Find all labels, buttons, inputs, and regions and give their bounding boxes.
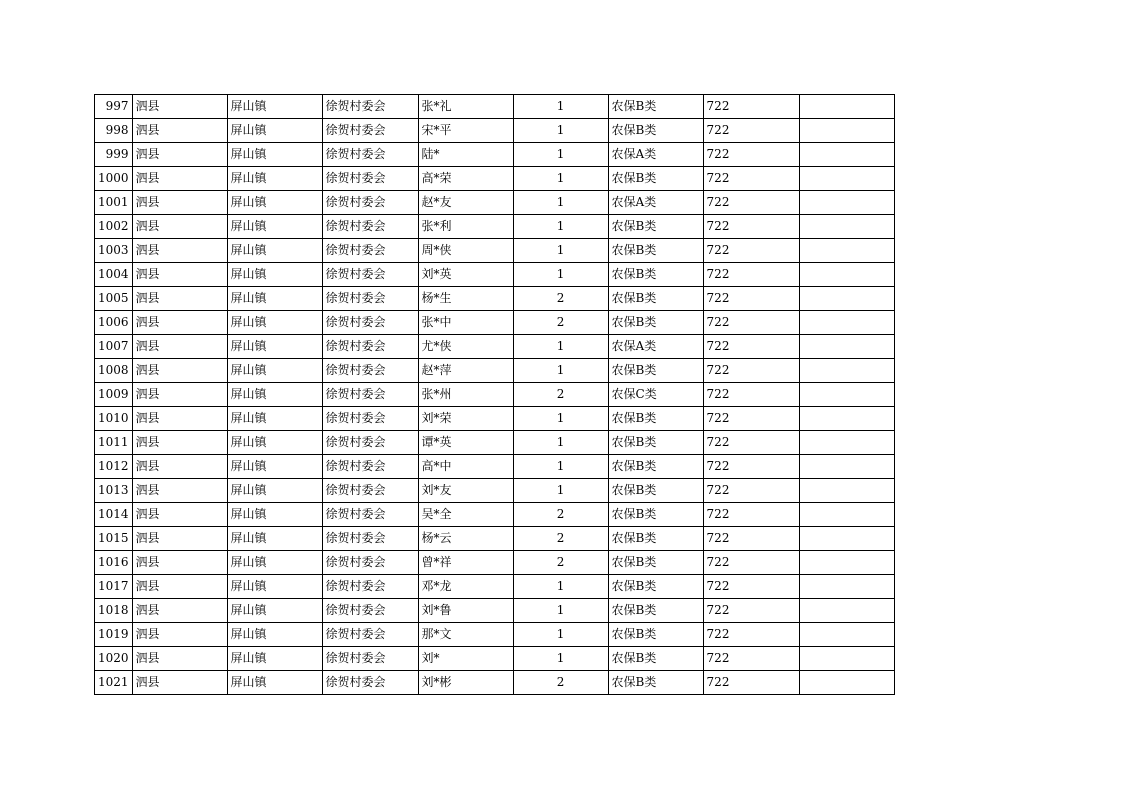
cell-town: 屏山镇 xyxy=(227,239,322,263)
cell-village: 徐贺村委会 xyxy=(322,191,418,215)
cell-amount: 722 xyxy=(703,599,799,623)
cell-note xyxy=(799,95,894,119)
cell-county: 泗县 xyxy=(132,671,227,695)
cell-serial-number: 1011 xyxy=(95,431,133,455)
cell-county: 泗县 xyxy=(132,623,227,647)
cell-person-name: 刘* xyxy=(418,647,513,671)
cell-county: 泗县 xyxy=(132,311,227,335)
cell-serial-number: 1010 xyxy=(95,407,133,431)
cell-count: 2 xyxy=(513,287,608,311)
cell-count: 1 xyxy=(513,455,608,479)
cell-amount: 722 xyxy=(703,383,799,407)
cell-note xyxy=(799,119,894,143)
cell-person-name: 赵*友 xyxy=(418,191,513,215)
cell-category: 农保B类 xyxy=(608,119,703,143)
cell-serial-number: 1018 xyxy=(95,599,133,623)
cell-county: 泗县 xyxy=(132,503,227,527)
cell-village: 徐贺村委会 xyxy=(322,263,418,287)
cell-county: 泗县 xyxy=(132,479,227,503)
cell-amount: 722 xyxy=(703,671,799,695)
table-row xyxy=(95,119,895,143)
cell-category: 农保B类 xyxy=(608,623,703,647)
cell-county: 泗县 xyxy=(132,239,227,263)
cell-category: 农保A类 xyxy=(608,143,703,167)
cell-category: 农保B类 xyxy=(608,647,703,671)
cell-county: 泗县 xyxy=(132,359,227,383)
cell-county: 泗县 xyxy=(132,575,227,599)
cell-person-name: 杨*云 xyxy=(418,527,513,551)
cell-village: 徐贺村委会 xyxy=(322,647,418,671)
cell-person-name: 高*中 xyxy=(418,455,513,479)
table-row xyxy=(95,95,895,119)
cell-note xyxy=(799,623,894,647)
table-row xyxy=(95,647,895,671)
cell-amount: 722 xyxy=(703,335,799,359)
cell-town: 屏山镇 xyxy=(227,359,322,383)
cell-note xyxy=(799,503,894,527)
cell-serial-number: 1013 xyxy=(95,479,133,503)
cell-count: 2 xyxy=(513,503,608,527)
cell-town: 屏山镇 xyxy=(227,551,322,575)
cell-person-name: 周*侠 xyxy=(418,239,513,263)
cell-serial-number: 1014 xyxy=(95,503,133,527)
cell-note xyxy=(799,527,894,551)
cell-amount: 722 xyxy=(703,359,799,383)
table-row xyxy=(95,263,895,287)
cell-person-name: 张*礼 xyxy=(418,95,513,119)
cell-count: 1 xyxy=(513,239,608,263)
cell-category: 农保B类 xyxy=(608,407,703,431)
cell-note xyxy=(799,647,894,671)
cell-category: 农保A类 xyxy=(608,335,703,359)
cell-person-name: 杨*生 xyxy=(418,287,513,311)
cell-count: 1 xyxy=(513,599,608,623)
cell-category: 农保B类 xyxy=(608,431,703,455)
cell-serial-number: 1005 xyxy=(95,287,133,311)
cell-village: 徐贺村委会 xyxy=(322,311,418,335)
table-row xyxy=(95,383,895,407)
cell-person-name: 宋*平 xyxy=(418,119,513,143)
cell-person-name: 尤*侠 xyxy=(418,335,513,359)
cell-town: 屏山镇 xyxy=(227,623,322,647)
cell-count: 1 xyxy=(513,479,608,503)
cell-serial-number: 1002 xyxy=(95,215,133,239)
cell-amount: 722 xyxy=(703,455,799,479)
cell-note xyxy=(799,455,894,479)
cell-amount: 722 xyxy=(703,311,799,335)
table-row xyxy=(95,551,895,575)
cell-serial-number: 1000 xyxy=(95,167,133,191)
cell-amount: 722 xyxy=(703,647,799,671)
cell-town: 屏山镇 xyxy=(227,263,322,287)
cell-county: 泗县 xyxy=(132,167,227,191)
cell-amount: 722 xyxy=(703,527,799,551)
cell-category: 农保B类 xyxy=(608,215,703,239)
cell-amount: 722 xyxy=(703,575,799,599)
cell-amount: 722 xyxy=(703,623,799,647)
cell-village: 徐贺村委会 xyxy=(322,575,418,599)
table-row xyxy=(95,191,895,215)
cell-serial-number: 1003 xyxy=(95,239,133,263)
cell-note xyxy=(799,551,894,575)
cell-person-name: 曾*祥 xyxy=(418,551,513,575)
cell-amount: 722 xyxy=(703,503,799,527)
cell-note xyxy=(799,143,894,167)
cell-category: 农保A类 xyxy=(608,191,703,215)
cell-amount: 722 xyxy=(703,143,799,167)
table-row xyxy=(95,311,895,335)
cell-person-name: 张*利 xyxy=(418,215,513,239)
cell-village: 徐贺村委会 xyxy=(322,551,418,575)
cell-county: 泗县 xyxy=(132,119,227,143)
cell-person-name: 刘*鲁 xyxy=(418,599,513,623)
cell-person-name: 邓*龙 xyxy=(418,575,513,599)
cell-town: 屏山镇 xyxy=(227,215,322,239)
cell-town: 屏山镇 xyxy=(227,671,322,695)
cell-village: 徐贺村委会 xyxy=(322,215,418,239)
cell-village: 徐贺村委会 xyxy=(322,119,418,143)
cell-note xyxy=(799,215,894,239)
cell-note xyxy=(799,359,894,383)
table-row xyxy=(95,599,895,623)
cell-county: 泗县 xyxy=(132,383,227,407)
cell-category: 农保B类 xyxy=(608,95,703,119)
cell-count: 2 xyxy=(513,671,608,695)
roster-table xyxy=(94,94,895,695)
cell-category: 农保B类 xyxy=(608,455,703,479)
cell-town: 屏山镇 xyxy=(227,503,322,527)
cell-village: 徐贺村委会 xyxy=(322,143,418,167)
cell-village: 徐贺村委会 xyxy=(322,599,418,623)
cell-amount: 722 xyxy=(703,287,799,311)
cell-town: 屏山镇 xyxy=(227,431,322,455)
table-row xyxy=(95,623,895,647)
table-row xyxy=(95,671,895,695)
cell-town: 屏山镇 xyxy=(227,311,322,335)
cell-note xyxy=(799,335,894,359)
cell-serial-number: 998 xyxy=(95,119,133,143)
cell-village: 徐贺村委会 xyxy=(322,407,418,431)
cell-village: 徐贺村委会 xyxy=(322,623,418,647)
cell-category: 农保B类 xyxy=(608,671,703,695)
table-row xyxy=(95,167,895,191)
cell-count: 1 xyxy=(513,143,608,167)
cell-person-name: 张*州 xyxy=(418,383,513,407)
cell-county: 泗县 xyxy=(132,287,227,311)
cell-note xyxy=(799,239,894,263)
cell-village: 徐贺村委会 xyxy=(322,95,418,119)
cell-count: 1 xyxy=(513,623,608,647)
cell-amount: 722 xyxy=(703,239,799,263)
cell-note xyxy=(799,263,894,287)
cell-count: 1 xyxy=(513,215,608,239)
cell-serial-number: 1019 xyxy=(95,623,133,647)
cell-village: 徐贺村委会 xyxy=(322,527,418,551)
cell-county: 泗县 xyxy=(132,263,227,287)
table-row xyxy=(95,575,895,599)
cell-county: 泗县 xyxy=(132,431,227,455)
cell-serial-number: 1015 xyxy=(95,527,133,551)
table-row xyxy=(95,335,895,359)
cell-person-name: 那*文 xyxy=(418,623,513,647)
table-row xyxy=(95,287,895,311)
cell-person-name: 张*中 xyxy=(418,311,513,335)
cell-count: 1 xyxy=(513,359,608,383)
cell-county: 泗县 xyxy=(132,335,227,359)
cell-category: 农保B类 xyxy=(608,575,703,599)
cell-count: 2 xyxy=(513,551,608,575)
cell-village: 徐贺村委会 xyxy=(322,383,418,407)
cell-county: 泗县 xyxy=(132,407,227,431)
cell-serial-number: 999 xyxy=(95,143,133,167)
cell-town: 屏山镇 xyxy=(227,119,322,143)
cell-county: 泗县 xyxy=(132,551,227,575)
cell-note xyxy=(799,191,894,215)
table-row xyxy=(95,143,895,167)
cell-count: 1 xyxy=(513,191,608,215)
cell-category: 农保B类 xyxy=(608,239,703,263)
cell-amount: 722 xyxy=(703,263,799,287)
cell-amount: 722 xyxy=(703,431,799,455)
cell-note xyxy=(799,575,894,599)
cell-town: 屏山镇 xyxy=(227,143,322,167)
cell-person-name: 高*荣 xyxy=(418,167,513,191)
cell-county: 泗县 xyxy=(132,215,227,239)
cell-town: 屏山镇 xyxy=(227,383,322,407)
cell-amount: 722 xyxy=(703,407,799,431)
table-row xyxy=(95,239,895,263)
cell-village: 徐贺村委会 xyxy=(322,239,418,263)
cell-amount: 722 xyxy=(703,551,799,575)
cell-town: 屏山镇 xyxy=(227,455,322,479)
cell-count: 1 xyxy=(513,95,608,119)
cell-note xyxy=(799,599,894,623)
cell-category: 农保B类 xyxy=(608,167,703,191)
cell-category: 农保B类 xyxy=(608,311,703,335)
cell-count: 1 xyxy=(513,407,608,431)
table-row xyxy=(95,455,895,479)
cell-town: 屏山镇 xyxy=(227,335,322,359)
cell-village: 徐贺村委会 xyxy=(322,671,418,695)
cell-note xyxy=(799,287,894,311)
cell-category: 农保B类 xyxy=(608,263,703,287)
cell-amount: 722 xyxy=(703,215,799,239)
cell-county: 泗县 xyxy=(132,527,227,551)
cell-town: 屏山镇 xyxy=(227,407,322,431)
cell-town: 屏山镇 xyxy=(227,479,322,503)
cell-county: 泗县 xyxy=(132,191,227,215)
cell-town: 屏山镇 xyxy=(227,191,322,215)
cell-village: 徐贺村委会 xyxy=(322,479,418,503)
cell-village: 徐贺村委会 xyxy=(322,287,418,311)
cell-count: 2 xyxy=(513,383,608,407)
cell-county: 泗县 xyxy=(132,647,227,671)
cell-category: 农保B类 xyxy=(608,287,703,311)
cell-serial-number: 1007 xyxy=(95,335,133,359)
cell-person-name: 吴*全 xyxy=(418,503,513,527)
cell-person-name: 陆* xyxy=(418,143,513,167)
cell-town: 屏山镇 xyxy=(227,287,322,311)
cell-person-name: 赵*萍 xyxy=(418,359,513,383)
cell-category: 农保B类 xyxy=(608,503,703,527)
table-row xyxy=(95,503,895,527)
cell-count: 1 xyxy=(513,119,608,143)
cell-serial-number: 1009 xyxy=(95,383,133,407)
cell-town: 屏山镇 xyxy=(227,575,322,599)
cell-village: 徐贺村委会 xyxy=(322,503,418,527)
cell-person-name: 刘*英 xyxy=(418,263,513,287)
cell-category: 农保B类 xyxy=(608,479,703,503)
cell-serial-number: 1016 xyxy=(95,551,133,575)
cell-village: 徐贺村委会 xyxy=(322,431,418,455)
cell-note xyxy=(799,671,894,695)
cell-amount: 722 xyxy=(703,119,799,143)
cell-amount: 722 xyxy=(703,167,799,191)
cell-amount: 722 xyxy=(703,95,799,119)
table-row xyxy=(95,527,895,551)
cell-town: 屏山镇 xyxy=(227,647,322,671)
cell-county: 泗县 xyxy=(132,599,227,623)
cell-category: 农保B类 xyxy=(608,599,703,623)
cell-serial-number: 1012 xyxy=(95,455,133,479)
cell-count: 1 xyxy=(513,431,608,455)
cell-village: 徐贺村委会 xyxy=(322,167,418,191)
table-row xyxy=(95,431,895,455)
cell-county: 泗县 xyxy=(132,95,227,119)
cell-category: 农保B类 xyxy=(608,527,703,551)
cell-count: 1 xyxy=(513,263,608,287)
cell-person-name: 刘*荣 xyxy=(418,407,513,431)
cell-serial-number: 1006 xyxy=(95,311,133,335)
cell-county: 泗县 xyxy=(132,455,227,479)
cell-count: 2 xyxy=(513,311,608,335)
cell-serial-number: 1001 xyxy=(95,191,133,215)
cell-serial-number: 1017 xyxy=(95,575,133,599)
cell-village: 徐贺村委会 xyxy=(322,455,418,479)
cell-amount: 722 xyxy=(703,479,799,503)
cell-category: 农保B类 xyxy=(608,551,703,575)
cell-serial-number: 1020 xyxy=(95,647,133,671)
cell-village: 徐贺村委会 xyxy=(322,335,418,359)
cell-note xyxy=(799,479,894,503)
table-row xyxy=(95,359,895,383)
cell-count: 1 xyxy=(513,647,608,671)
cell-note xyxy=(799,431,894,455)
cell-person-name: 刘*友 xyxy=(418,479,513,503)
cell-count: 1 xyxy=(513,167,608,191)
cell-town: 屏山镇 xyxy=(227,527,322,551)
cell-count: 2 xyxy=(513,527,608,551)
cell-town: 屏山镇 xyxy=(227,95,322,119)
cell-serial-number: 1004 xyxy=(95,263,133,287)
cell-note xyxy=(799,167,894,191)
table-row xyxy=(95,407,895,431)
cell-count: 1 xyxy=(513,575,608,599)
cell-village: 徐贺村委会 xyxy=(322,359,418,383)
table-row xyxy=(95,215,895,239)
table-row xyxy=(95,479,895,503)
cell-town: 屏山镇 xyxy=(227,167,322,191)
cell-note xyxy=(799,311,894,335)
cell-person-name: 刘*彬 xyxy=(418,671,513,695)
cell-category: 农保B类 xyxy=(608,359,703,383)
cell-note xyxy=(799,383,894,407)
cell-person-name: 谭*英 xyxy=(418,431,513,455)
cell-town: 屏山镇 xyxy=(227,599,322,623)
cell-count: 1 xyxy=(513,335,608,359)
cell-amount: 722 xyxy=(703,191,799,215)
cell-serial-number: 997 xyxy=(95,95,133,119)
cell-serial-number: 1008 xyxy=(95,359,133,383)
cell-county: 泗县 xyxy=(132,143,227,167)
roster-table-body xyxy=(95,95,895,695)
cell-category: 农保C类 xyxy=(608,383,703,407)
cell-note xyxy=(799,407,894,431)
cell-serial-number: 1021 xyxy=(95,671,133,695)
